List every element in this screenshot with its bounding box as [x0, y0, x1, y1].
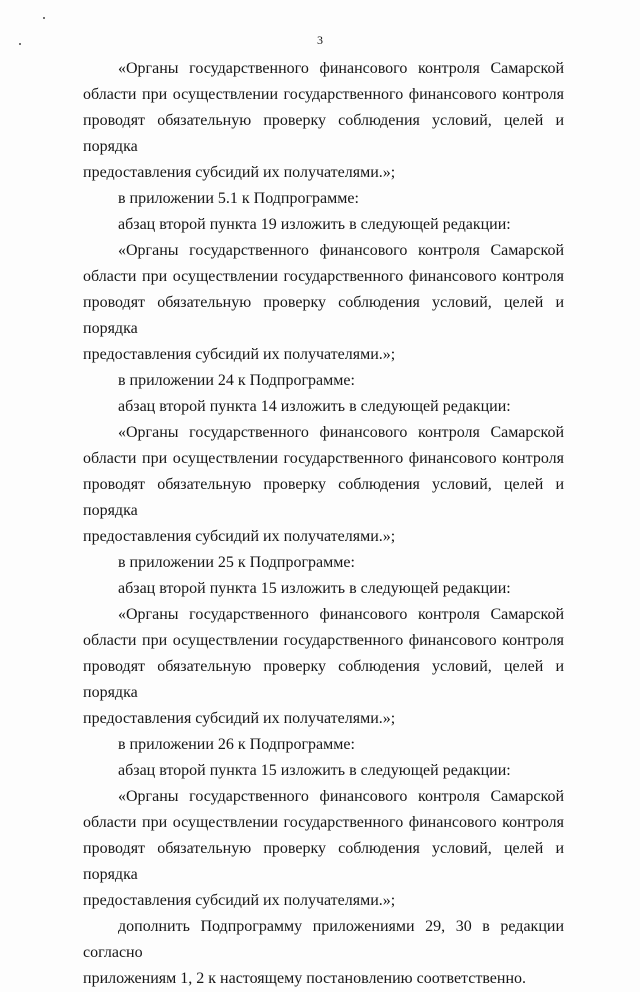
- quote-line: «Органы государственного финансового контроля Самарской: [118, 60, 564, 77]
- appendix-heading: в приложении 24 к Подпрограмме:: [118, 372, 355, 389]
- edit-instruction: абзац второй пункта 15 изложить в следующей редакции:: [118, 762, 511, 779]
- quote-line: «Органы государственного финансового контроля Самарской: [118, 242, 564, 259]
- appendix-heading: в приложении 26 к Подпрограмме:: [118, 736, 355, 753]
- quote-line: предоставления субсидий их получателями.»;: [83, 164, 396, 181]
- quote-line: области при осуществлении государственного финансового контроля: [83, 632, 564, 649]
- quote-line: проводят обязательную проверку соблюдения условий, целей и порядка: [83, 294, 564, 337]
- appendix-heading: в приложении 25 к Подпрограмме:: [118, 554, 355, 571]
- quote-line: предоставления субсидий их получателями.»;: [83, 710, 396, 727]
- quote-line: области при осуществлении государственного финансового контроля: [83, 268, 564, 285]
- quote-line: «Органы государственного финансового контроля Самарской: [118, 424, 564, 441]
- quote-line: «Органы государственного финансового контроля Самарской: [118, 606, 564, 623]
- quote-line: проводят обязательную проверку соблюдения условий, целей и порядка: [83, 112, 564, 155]
- quote-line: предоставления субсидий их получателями.»;: [83, 346, 396, 363]
- quote-line: проводят обязательную проверку соблюдения условий, целей и порядка: [83, 658, 564, 701]
- document-body: [83, 56, 564, 992]
- quote-line: области при осуществлении государственного финансового контроля: [83, 86, 564, 103]
- closing-line: приложениям 1, 2 к настоящему постановлению соответственно.: [83, 970, 527, 987]
- closing-line: дополнить Подпрограмму приложениями 29, 30 в редакции согласно: [83, 918, 564, 961]
- page-number: 3: [317, 33, 323, 47]
- scan-speck: [43, 17, 45, 19]
- quote-line: «Органы государственного финансового контроля Самарской: [118, 788, 564, 805]
- quote-line: области при осуществлении государственного финансового контроля: [83, 450, 564, 467]
- quote-line: предоставления субсидий их получателями.»;: [83, 528, 396, 545]
- appendix-heading: в приложении 5.1 к Подпрограмме:: [118, 190, 359, 207]
- quote-line: проводят обязательную проверку соблюдения условий, целей и порядка: [83, 476, 564, 519]
- edit-instruction: абзац второй пункта 15 изложить в следующей редакции:: [118, 580, 511, 597]
- quote-line: предоставления субсидий их получателями.»;: [83, 892, 396, 909]
- quote-line: области при осуществлении государственного финансового контроля: [83, 814, 564, 831]
- edit-instruction: абзац второй пункта 14 изложить в следующей редакции:: [118, 398, 511, 415]
- edit-instruction: абзац второй пункта 19 изложить в следующей редакции:: [118, 216, 511, 233]
- quote-line: проводят обязательную проверку соблюдения условий, целей и порядка: [83, 840, 564, 883]
